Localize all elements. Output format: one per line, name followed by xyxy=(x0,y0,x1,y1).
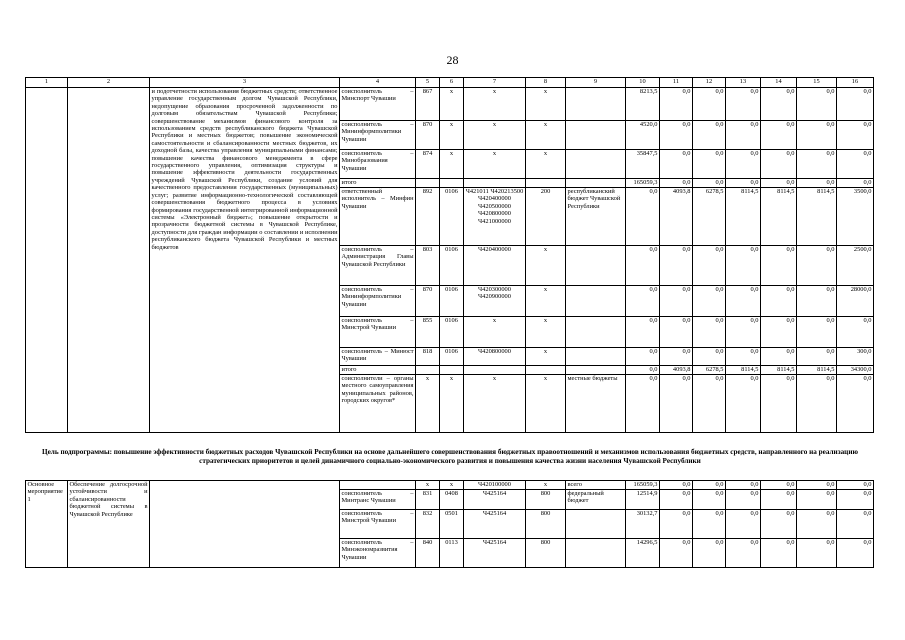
table-cell xyxy=(566,150,626,179)
table-cell: 0,0 xyxy=(693,490,726,510)
main-table xyxy=(25,77,874,433)
table-cell: х xyxy=(464,121,526,150)
table-cell: 0,0 xyxy=(693,246,726,286)
subprogram-goal: Цель подпрограммы: повышение эффективности бюджетных расходов Чувашской Республики на основе дальнейшего совершенствования бюджетных правоотношений и механизмов использования бюджетных средств, направленного на реализацию стратегических приоритетов и целей динамичного социально-экономического развития и повышения качества жизни населения Чувашской Республики xyxy=(42,448,858,465)
table-cell: соисполнитель – Минтранс Чувашии xyxy=(340,490,416,510)
header-cell: 3 xyxy=(150,78,340,88)
table-cell: 0,0 xyxy=(837,481,874,490)
table-cell: 0,0 xyxy=(660,246,693,286)
table-cell: 200 xyxy=(526,188,566,246)
table-cell: 8114,5 xyxy=(761,188,797,246)
table-cell: соисполнитель – Администрация Главы Чувашской Республики xyxy=(340,246,416,286)
table-cell: 12514,9 xyxy=(626,490,660,510)
table-cell: соисполнитель – Минстрой Чувашии xyxy=(340,317,416,348)
table-cell: 0,0 xyxy=(761,539,797,568)
table-cell: 0,0 xyxy=(761,121,797,150)
table-cell: 6278,5 xyxy=(693,188,726,246)
header-cell: 6 xyxy=(440,78,464,88)
table-cell: 0106 xyxy=(440,286,464,317)
table-cell: 0,0 xyxy=(626,375,660,433)
table-cell: 0,0 xyxy=(693,286,726,317)
table-cell: х xyxy=(440,481,464,490)
header-row xyxy=(26,78,874,88)
table-cell: соисполнитель – Минобразования Чувашии xyxy=(340,150,416,179)
table-cell: 818 xyxy=(416,348,440,366)
table-cell: 0501 xyxy=(440,510,464,539)
table-cell: 0,0 xyxy=(761,150,797,179)
table-cell xyxy=(566,317,626,348)
table-cell: 0,0 xyxy=(693,539,726,568)
table-cell: 0,0 xyxy=(797,286,837,317)
table-cell: 8114,5 xyxy=(726,188,761,246)
header-cell: 4 xyxy=(340,78,416,88)
table-cell: 8213,5 xyxy=(626,88,660,121)
table-cell: соисполнители – органы местного самоуправления муниципальных районов, городских округов* xyxy=(340,375,416,433)
table-cell: 0,0 xyxy=(797,246,837,286)
table-cell: х xyxy=(464,375,526,433)
empty-cell xyxy=(150,481,340,568)
table-cell: х xyxy=(464,150,526,179)
table-cell: 0,0 xyxy=(797,179,837,188)
header-cell: 13 xyxy=(726,78,761,88)
table-cell xyxy=(566,88,626,121)
table-cell: 34300,0 xyxy=(837,366,874,375)
table-cell: 0,0 xyxy=(837,490,874,510)
table-cell: Ч420400000 xyxy=(464,246,526,286)
table-cell: 4093,8 xyxy=(660,188,693,246)
table-cell: 0,0 xyxy=(797,539,837,568)
table-cell: х xyxy=(416,481,440,490)
table-cell: х xyxy=(526,121,566,150)
table-cell: 0408 xyxy=(440,490,464,510)
table-cell: 800 xyxy=(526,539,566,568)
table-cell: соисполнитель – Минэкономразвития Чувашии xyxy=(340,539,416,568)
table-cell: 867 xyxy=(416,88,440,121)
table-cell: 0,0 xyxy=(761,481,797,490)
table-cell: 0,0 xyxy=(797,88,837,121)
table-cell: х xyxy=(464,317,526,348)
table-cell xyxy=(416,179,440,188)
table-cell: соисполнитель – Минюст Чувашии xyxy=(340,348,416,366)
table-cell: 0,0 xyxy=(726,150,761,179)
table-cell: 840 xyxy=(416,539,440,568)
table-cell: х xyxy=(464,88,526,121)
table-cell: 0,0 xyxy=(797,317,837,348)
table-cell: 0,0 xyxy=(660,286,693,317)
table-cell: 0,0 xyxy=(626,286,660,317)
table-cell: 874 xyxy=(416,150,440,179)
table-cell: 832 xyxy=(416,510,440,539)
table-cell: 165059,3 xyxy=(626,179,660,188)
table-cell: 0,0 xyxy=(726,246,761,286)
table-cell: 35847,5 xyxy=(626,150,660,179)
table-cell: 4520,0 xyxy=(626,121,660,150)
tasks-cell: и подотчетности использования бюджетных средств; ответственное управление государственным долгом Чувашской Республики, недопущение образования просроченной задолженности по долговым обязательствам Чувашской Республики; совершенствование механизмов финансового контроля за использованием средств республиканского бюджета Чувашской Республики и местных бюджетов; повышение экономической самостоятельности и сбалансированности местных бюджетов, их доходной базы, качества управления муниципальными финансами; повышение качества финансового менеджмента в сфере государственного управления, оптимизация структуры и повышение эффективности деятельности государственных учреждений Чувашской Республики, создание условий для качественного предоставления государственных (муниципальных) услуг; развитие информационно-технологической составляющей совершенствования бюджетного процесса в условиях формирования государственной интегрированной информационной системы «Электронный бюджет»; повышение открытости и прозрачности бюджетной системы в Чувашской Республике, доступности для граждан информации о составлении и исполнении республиканского бюджета Чувашской Республики и местных бюджетов xyxy=(150,88,340,433)
table-cell: 870 xyxy=(416,286,440,317)
table-cell: 0,0 xyxy=(837,539,874,568)
table-cell: 0,0 xyxy=(660,481,693,490)
table-cell: 0,0 xyxy=(837,317,874,348)
table-cell: 0,0 xyxy=(726,490,761,510)
table-cell xyxy=(566,366,626,375)
table-cell: 800 xyxy=(526,510,566,539)
table-cell xyxy=(566,348,626,366)
table-cell: 3500,0 xyxy=(837,188,874,246)
table-cell: х xyxy=(526,348,566,366)
table-cell: 892 xyxy=(416,188,440,246)
table-cell: х xyxy=(526,88,566,121)
table-cell: 0,0 xyxy=(693,510,726,539)
table-cell: 0,0 xyxy=(693,317,726,348)
table-cell: 855 xyxy=(416,317,440,348)
table-cell xyxy=(464,366,526,375)
header-cell: 12 xyxy=(693,78,726,88)
table-cell: 0,0 xyxy=(761,375,797,433)
header-cell: 1 xyxy=(26,78,68,88)
table-cell: 0,0 xyxy=(761,88,797,121)
header-cell: 5 xyxy=(416,78,440,88)
table-cell: 0,0 xyxy=(797,375,837,433)
table-cell: ответственный исполнитель – Минфин Чувашии xyxy=(340,188,416,246)
table-cell: х xyxy=(526,317,566,348)
table-cell: 0,0 xyxy=(797,121,837,150)
table-cell: 0,0 xyxy=(797,510,837,539)
table-cell: 0,0 xyxy=(693,375,726,433)
header-cell: 14 xyxy=(761,78,797,88)
table-cell xyxy=(566,286,626,317)
table-cell: х xyxy=(526,481,566,490)
table-cell: федеральный бюджет xyxy=(566,490,626,510)
empty-cell xyxy=(68,88,150,433)
main-event-cell: Основное мероприятие 1 xyxy=(26,481,68,568)
event-description-cell: Обеспечение долгосрочной устойчивости и сбалансированности бюджетной системы в Чувашской Республике xyxy=(68,481,150,568)
header-cell: 9 xyxy=(566,78,626,88)
table-cell: 8114,5 xyxy=(761,366,797,375)
table-cell: 0113 xyxy=(440,539,464,568)
table-cell: Ч420100000 xyxy=(464,481,526,490)
table-cell: 0,0 xyxy=(660,121,693,150)
table-cell xyxy=(440,366,464,375)
table-row xyxy=(26,481,874,490)
table-cell xyxy=(566,121,626,150)
table-cell: 0,0 xyxy=(693,179,726,188)
table-cell: Ч421011 Ч420213500 Ч420400000 Ч420500000 Ч420800000 Ч421000000 xyxy=(464,188,526,246)
table-cell: 0,0 xyxy=(660,490,693,510)
table-cell: Ч425164 xyxy=(464,539,526,568)
table-cell: 0,0 xyxy=(660,510,693,539)
table-cell: 2500,0 xyxy=(837,246,874,286)
table-cell: 0,0 xyxy=(693,121,726,150)
header-cell: 8 xyxy=(526,78,566,88)
table-cell: 0106 xyxy=(440,246,464,286)
table-cell: 0,0 xyxy=(837,88,874,121)
table-cell: 0,0 xyxy=(726,317,761,348)
table-cell: 0,0 xyxy=(626,246,660,286)
table-cell: 0,0 xyxy=(761,246,797,286)
table-cell: 8114,5 xyxy=(797,366,837,375)
table-cell: 0,0 xyxy=(761,286,797,317)
table-cell xyxy=(566,179,626,188)
table-cell: 0,0 xyxy=(726,286,761,317)
table-cell: 4093,8 xyxy=(660,366,693,375)
table-cell: 831 xyxy=(416,490,440,510)
table-cell: 0,0 xyxy=(726,481,761,490)
table-cell: х xyxy=(526,246,566,286)
table-cell xyxy=(526,366,566,375)
table-cell: 8114,5 xyxy=(726,366,761,375)
table-cell: х xyxy=(440,150,464,179)
table-cell: 0,0 xyxy=(726,88,761,121)
table-cell: 0,0 xyxy=(626,366,660,375)
table-cell: 0106 xyxy=(440,317,464,348)
table-cell: 0,0 xyxy=(726,539,761,568)
table-cell: 870 xyxy=(416,121,440,150)
table-cell: 165059,3 xyxy=(626,481,660,490)
table-cell: 0,0 xyxy=(660,88,693,121)
table-cell xyxy=(566,246,626,286)
table-cell: 803 xyxy=(416,246,440,286)
table-cell: 8114,5 xyxy=(797,188,837,246)
table-cell: 0,0 xyxy=(761,348,797,366)
table-cell: соисполнитель – Минспорт Чувашии xyxy=(340,88,416,121)
table-cell: Ч425164 xyxy=(464,510,526,539)
table-cell: х xyxy=(526,286,566,317)
table-cell: 0,0 xyxy=(837,510,874,539)
empty-cell xyxy=(26,88,68,433)
table-cell: 0,0 xyxy=(761,490,797,510)
table-cell: 0,0 xyxy=(626,188,660,246)
header-cell: 16 xyxy=(837,78,874,88)
table-cell: 0,0 xyxy=(693,348,726,366)
table-cell: соисполнитель – Минстрой Чувашии xyxy=(340,510,416,539)
table-cell: всего xyxy=(566,481,626,490)
table-cell: 0,0 xyxy=(797,481,837,490)
table-cell: 0,0 xyxy=(693,88,726,121)
table-cell: 0,0 xyxy=(660,179,693,188)
lower-table xyxy=(25,480,874,568)
table-cell: 28000,0 xyxy=(837,286,874,317)
table-cell: соисполнитель – Мининформполитики Чувашии xyxy=(340,286,416,317)
table-cell xyxy=(566,539,626,568)
table-cell: 14296,5 xyxy=(626,539,660,568)
table-cell: 0,0 xyxy=(837,179,874,188)
table-cell: 0,0 xyxy=(660,150,693,179)
header-cell: 15 xyxy=(797,78,837,88)
table-cell: 0106 xyxy=(440,348,464,366)
table-cell xyxy=(416,366,440,375)
table-cell: 0,0 xyxy=(660,539,693,568)
page-number: 28 xyxy=(446,53,459,67)
header-cell: 11 xyxy=(660,78,693,88)
table-cell xyxy=(464,179,526,188)
table-cell xyxy=(566,510,626,539)
table-cell: Ч425164 xyxy=(464,490,526,510)
table-cell: 800 xyxy=(526,490,566,510)
table-cell: 0,0 xyxy=(693,150,726,179)
header-cell: 7 xyxy=(464,78,526,88)
table-cell: 0,0 xyxy=(797,150,837,179)
table-cell: 0,0 xyxy=(660,375,693,433)
table-cell xyxy=(526,179,566,188)
table-cell: Ч420800000 xyxy=(464,348,526,366)
table-cell: 0,0 xyxy=(837,121,874,150)
table-cell: 0,0 xyxy=(726,179,761,188)
table-cell: 300,0 xyxy=(837,348,874,366)
table-cell xyxy=(440,179,464,188)
table-cell: 0,0 xyxy=(797,490,837,510)
table-cell: республиканский бюджет Чувашской Республики xyxy=(566,188,626,246)
table-cell: 0,0 xyxy=(660,317,693,348)
table-cell: 0,0 xyxy=(693,481,726,490)
table-cell: 0,0 xyxy=(626,317,660,348)
table-cell: х xyxy=(440,88,464,121)
table-cell: Ч420300000 Ч420900000 xyxy=(464,286,526,317)
table-cell: 0,0 xyxy=(837,150,874,179)
table-cell: 0,0 xyxy=(726,510,761,539)
table-cell: 0,0 xyxy=(626,348,660,366)
table-cell: х xyxy=(416,375,440,433)
table-cell: х xyxy=(526,150,566,179)
table-cell: 0,0 xyxy=(761,510,797,539)
table-cell: 0,0 xyxy=(761,179,797,188)
header-cell: 2 xyxy=(68,78,150,88)
table-cell: 0,0 xyxy=(797,348,837,366)
table-cell: 0,0 xyxy=(761,317,797,348)
table-cell: х xyxy=(440,121,464,150)
table-cell: 0,0 xyxy=(726,348,761,366)
table-cell: 0,0 xyxy=(837,375,874,433)
table-cell: итого xyxy=(340,179,416,188)
table-cell: 0,0 xyxy=(726,121,761,150)
table-cell: 0,0 xyxy=(726,375,761,433)
table-cell: х xyxy=(440,375,464,433)
table-cell: 6278,5 xyxy=(693,366,726,375)
table-cell: итого xyxy=(340,366,416,375)
table-cell: х xyxy=(526,375,566,433)
table-cell: местные бюджеты xyxy=(566,375,626,433)
table-cell: 30132,7 xyxy=(626,510,660,539)
table-row xyxy=(26,88,874,121)
table-cell xyxy=(340,481,416,490)
table-cell: 0106 xyxy=(440,188,464,246)
table-cell: 0,0 xyxy=(660,348,693,366)
table-cell: соисполнитель – Мининформполитики Чувашии xyxy=(340,121,416,150)
header-cell: 10 xyxy=(626,78,660,88)
